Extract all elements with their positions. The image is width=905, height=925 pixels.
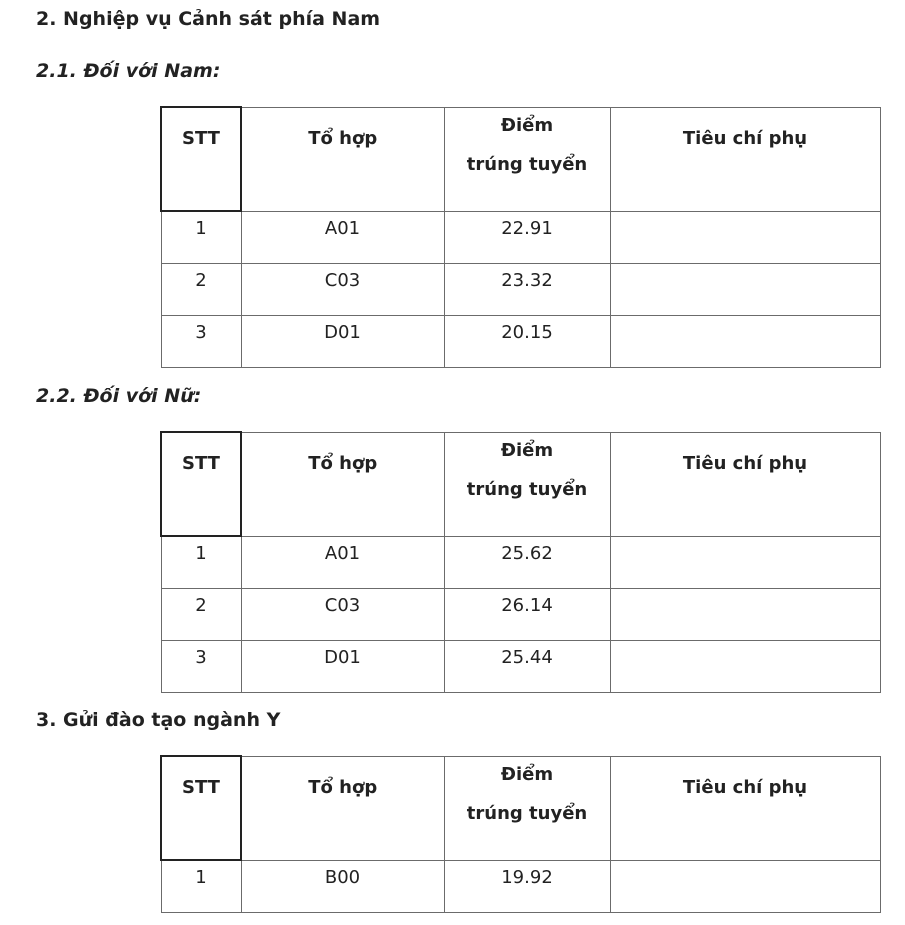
cell-extra bbox=[610, 860, 880, 913]
table-row bbox=[161, 264, 880, 316]
cell-combo: C03 bbox=[241, 589, 444, 641]
table-header-row bbox=[161, 432, 880, 536]
cell-stt: 1 bbox=[161, 860, 241, 913]
header-extra: Tiêu chí phụ bbox=[610, 432, 880, 536]
table-row bbox=[161, 641, 880, 693]
cell-score: 22.91 bbox=[444, 211, 610, 264]
cell-score: 19.92 bbox=[444, 860, 610, 913]
header-combo: Tổ hợp bbox=[241, 756, 444, 860]
female-score-table bbox=[160, 431, 881, 693]
header-extra: Tiêu chí phụ bbox=[610, 107, 880, 211]
cell-extra bbox=[610, 589, 880, 641]
cell-combo: A01 bbox=[241, 211, 444, 264]
cell-combo: D01 bbox=[241, 316, 444, 368]
header-stt: STT bbox=[161, 756, 241, 860]
section-3-heading: 3. Gửi đào tạo ngành Y bbox=[36, 709, 281, 731]
table-row bbox=[161, 589, 880, 641]
table-row bbox=[161, 211, 880, 264]
cell-score: 25.62 bbox=[444, 536, 610, 589]
cell-combo: B00 bbox=[241, 860, 444, 913]
cell-extra bbox=[610, 211, 880, 264]
medical-score-table bbox=[160, 755, 881, 913]
table-row bbox=[161, 860, 880, 913]
cell-extra bbox=[610, 264, 880, 316]
cell-extra bbox=[610, 536, 880, 589]
cell-stt: 2 bbox=[161, 264, 241, 316]
header-stt: STT bbox=[161, 432, 241, 536]
header-score: Điểm trúng tuyển bbox=[444, 756, 610, 860]
cell-stt: 3 bbox=[161, 316, 241, 368]
cell-combo: A01 bbox=[241, 536, 444, 589]
table-header-row bbox=[161, 756, 880, 860]
cell-combo: C03 bbox=[241, 264, 444, 316]
cell-stt: 1 bbox=[161, 536, 241, 589]
male-score-table bbox=[160, 106, 881, 368]
cell-stt: 2 bbox=[161, 589, 241, 641]
cell-score: 20.15 bbox=[444, 316, 610, 368]
cell-extra bbox=[610, 641, 880, 693]
header-stt: STT bbox=[161, 107, 241, 211]
table-row bbox=[161, 316, 880, 368]
header-combo: Tổ hợp bbox=[241, 107, 444, 211]
cell-score: 25.44 bbox=[444, 641, 610, 693]
header-extra: Tiêu chí phụ bbox=[610, 756, 880, 860]
section-2-heading: 2. Nghiệp vụ Cảnh sát phía Nam bbox=[36, 8, 381, 30]
cell-stt: 1 bbox=[161, 211, 241, 264]
male-subheading: 2.1. Đối với Nam: bbox=[36, 60, 221, 82]
cell-combo: D01 bbox=[241, 641, 444, 693]
cell-score: 23.32 bbox=[444, 264, 610, 316]
header-score: Điểm trúng tuyển bbox=[444, 107, 610, 211]
table-row bbox=[161, 536, 880, 589]
header-combo: Tổ hợp bbox=[241, 432, 444, 536]
female-subheading: 2.2. Đối với Nữ: bbox=[36, 385, 202, 407]
table-header-row bbox=[161, 107, 880, 211]
cell-stt: 3 bbox=[161, 641, 241, 693]
header-score: Điểm trúng tuyển bbox=[444, 432, 610, 536]
cell-score: 26.14 bbox=[444, 589, 610, 641]
cell-extra bbox=[610, 316, 880, 368]
